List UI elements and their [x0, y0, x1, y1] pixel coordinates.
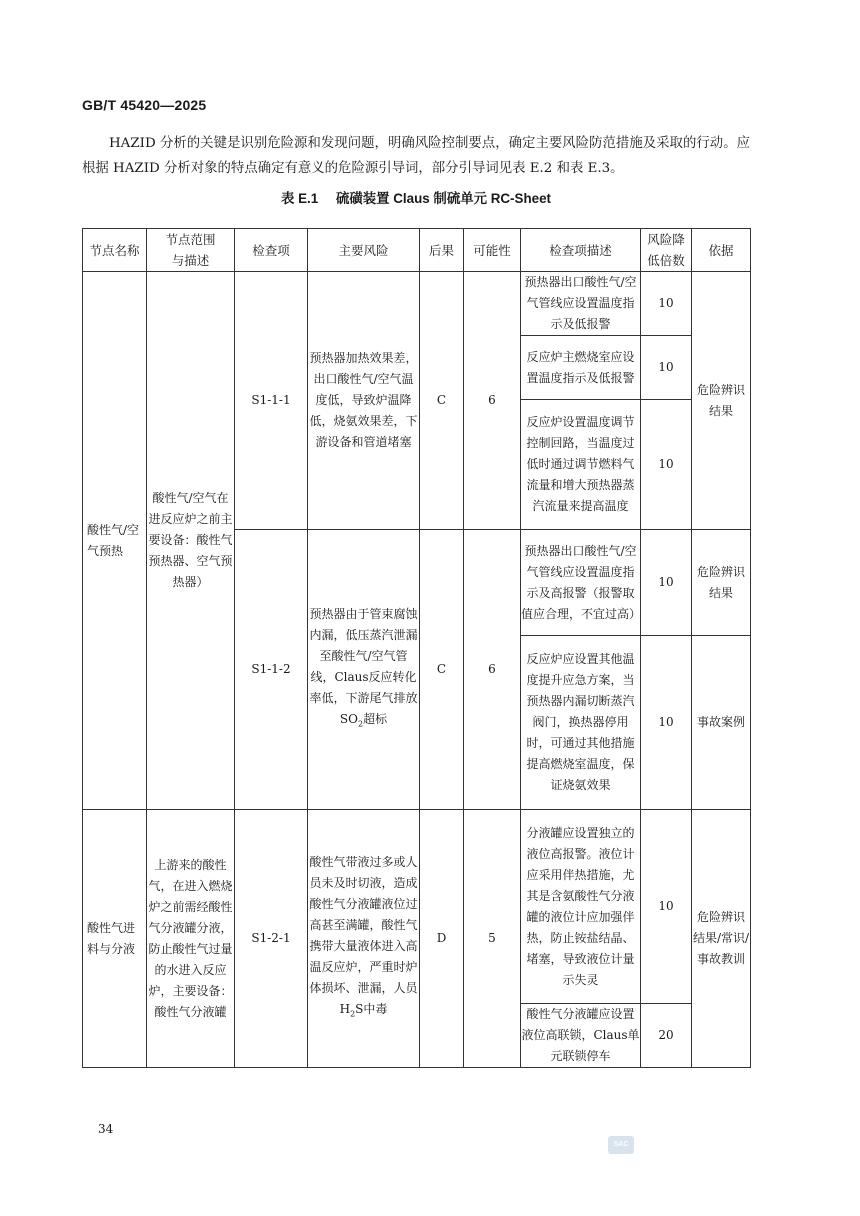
basis-cell: 危险辨识结果: [692, 530, 751, 636]
header-main-risk: 主要风险: [308, 229, 420, 272]
table-row: [83, 272, 751, 336]
table-row: [83, 810, 751, 1004]
table-caption-title: 硫磺装置 Claus 制硫单元 RC-Sheet: [335, 191, 551, 206]
basis-cell: 事故案例: [692, 636, 751, 810]
check-desc-cell: 酸性气分液罐应设置液位高联锁，Claus单元联锁停车: [521, 1004, 641, 1068]
header-node-name: 节点名称: [83, 229, 147, 272]
node-scope-cell: 上游来的酸性气，在进入燃烧炉之前需经酸性气分液罐分液，防止酸性气过量的水进入反应炉，主要设备：酸性气分液罐: [147, 810, 235, 1068]
header-consequence: 后果: [420, 229, 464, 272]
subscript: 2: [350, 1009, 356, 1019]
risk-reduction-cell: 10: [641, 400, 692, 530]
likelihood-cell: 6: [464, 530, 521, 810]
check-item-code: S1-1-2: [235, 530, 308, 810]
rc-sheet-table: [82, 228, 751, 1068]
main-risk-text: 预热器由于管束腐蚀内漏，低压蒸汽泄漏至酸性气/空气管线，Claus反应转化率低，下游尾气排放SO: [309, 607, 418, 727]
likelihood-cell: 6: [464, 272, 521, 530]
likelihood-cell: 5: [464, 810, 521, 1068]
consequence-cell: D: [420, 810, 464, 1068]
header-check-desc: 检查项描述: [521, 229, 641, 272]
check-desc-cell: 反应炉设置温度调节控制回路，当温度过低时通过调节燃料气流量和增大预热器蒸汽流量来提高温度: [521, 400, 641, 530]
basis-cell: 危险辨识结果: [692, 272, 751, 530]
check-item-code: S1-1-1: [235, 272, 308, 530]
node-scope-cell: 酸性气/空气在进反应炉之前主要设备：酸性气预热器、空气预热器）: [147, 272, 235, 810]
check-desc-cell: 预热器出口酸性气/空气管线应设置温度指示及高报警（报警取值应合理，不宜过高）: [521, 530, 641, 636]
main-risk-text-end: S中毒: [355, 1002, 388, 1017]
check-desc-cell: 分液罐应设置独立的液位高报警。液位计应采用伴热措施，尤其是含氨酸性气分液罐的液位计应加强伴热，防止铵盐结晶、堵塞，导致液位计量示失灵: [521, 810, 641, 1004]
header-likelihood: 可能性: [464, 229, 521, 272]
header-check-item: 检查项: [235, 229, 308, 272]
check-desc-cell: 反应炉应设置其他温度提升应急方案，当预热器内漏切断蒸汽阀门，换热器停用时，可通过其他措施提高燃烧室温度，保证烧氨效果: [521, 636, 641, 810]
risk-reduction-cell: 10: [641, 530, 692, 636]
table-caption: [82, 188, 750, 207]
header-risk-reduction: 风险降低倍数: [641, 229, 692, 272]
risk-reduction-cell: 10: [641, 636, 692, 810]
header-node-scope: 节点范围与描述: [147, 229, 235, 272]
risk-reduction-cell: 10: [641, 272, 692, 336]
main-risk-cell: 预热器加热效果差，出口酸性气/空气温度低，导致炉温降低，烧氨效果差，下游设备和管道堵塞: [308, 272, 420, 530]
node-name-cell: 酸性气进料与分液: [83, 810, 147, 1068]
risk-reduction-cell: 20: [641, 1004, 692, 1068]
watermark-logo: SAC: [608, 1136, 634, 1154]
main-risk-cell: [308, 530, 420, 810]
consequence-cell: C: [420, 272, 464, 530]
page-number: 34: [98, 1122, 114, 1136]
check-item-code: S1-2-1: [235, 810, 308, 1068]
basis-cell: 危险辨识结果/常识/事故教训: [692, 810, 751, 1068]
check-desc-cell: 反应炉主燃烧室应设置温度指示及低报警: [521, 336, 641, 400]
header-basis: 依据: [692, 229, 751, 272]
subscript: 2: [357, 719, 364, 729]
risk-reduction-cell: 10: [641, 810, 692, 1004]
main-risk-text: 酸性气带液过多或人员未及时切液，造成酸性气分液罐液位过高甚至满罐，酸性气携带大量液体进入高温反应炉，严重时炉体损坏、泄漏，人员H: [309, 855, 418, 1017]
table-header-row: [83, 229, 751, 272]
consequence-cell: C: [420, 530, 464, 810]
check-desc-cell: 预热器出口酸性气/空气管线应设置温度指示及低报警: [521, 272, 641, 336]
standard-code: GB/T 45420—2025: [82, 97, 207, 113]
intro-paragraph: HAZID 分析的关键是识别危险源和发现问题，明确风险控制要点，确定主要风险防范措施及采取的行动。应根据 HAZID 分析对象的特点确定有意义的危险源引导词，部分引导词见表 E.2 和表 E.3。: [82, 136, 750, 176]
main-risk-cell: [308, 810, 420, 1068]
table-caption-number: 表 E.1: [281, 191, 319, 206]
main-risk-text-end: 超标: [363, 712, 388, 727]
node-name-cell: 酸性气/空气预热: [83, 272, 147, 810]
risk-reduction-cell: 10: [641, 336, 692, 400]
